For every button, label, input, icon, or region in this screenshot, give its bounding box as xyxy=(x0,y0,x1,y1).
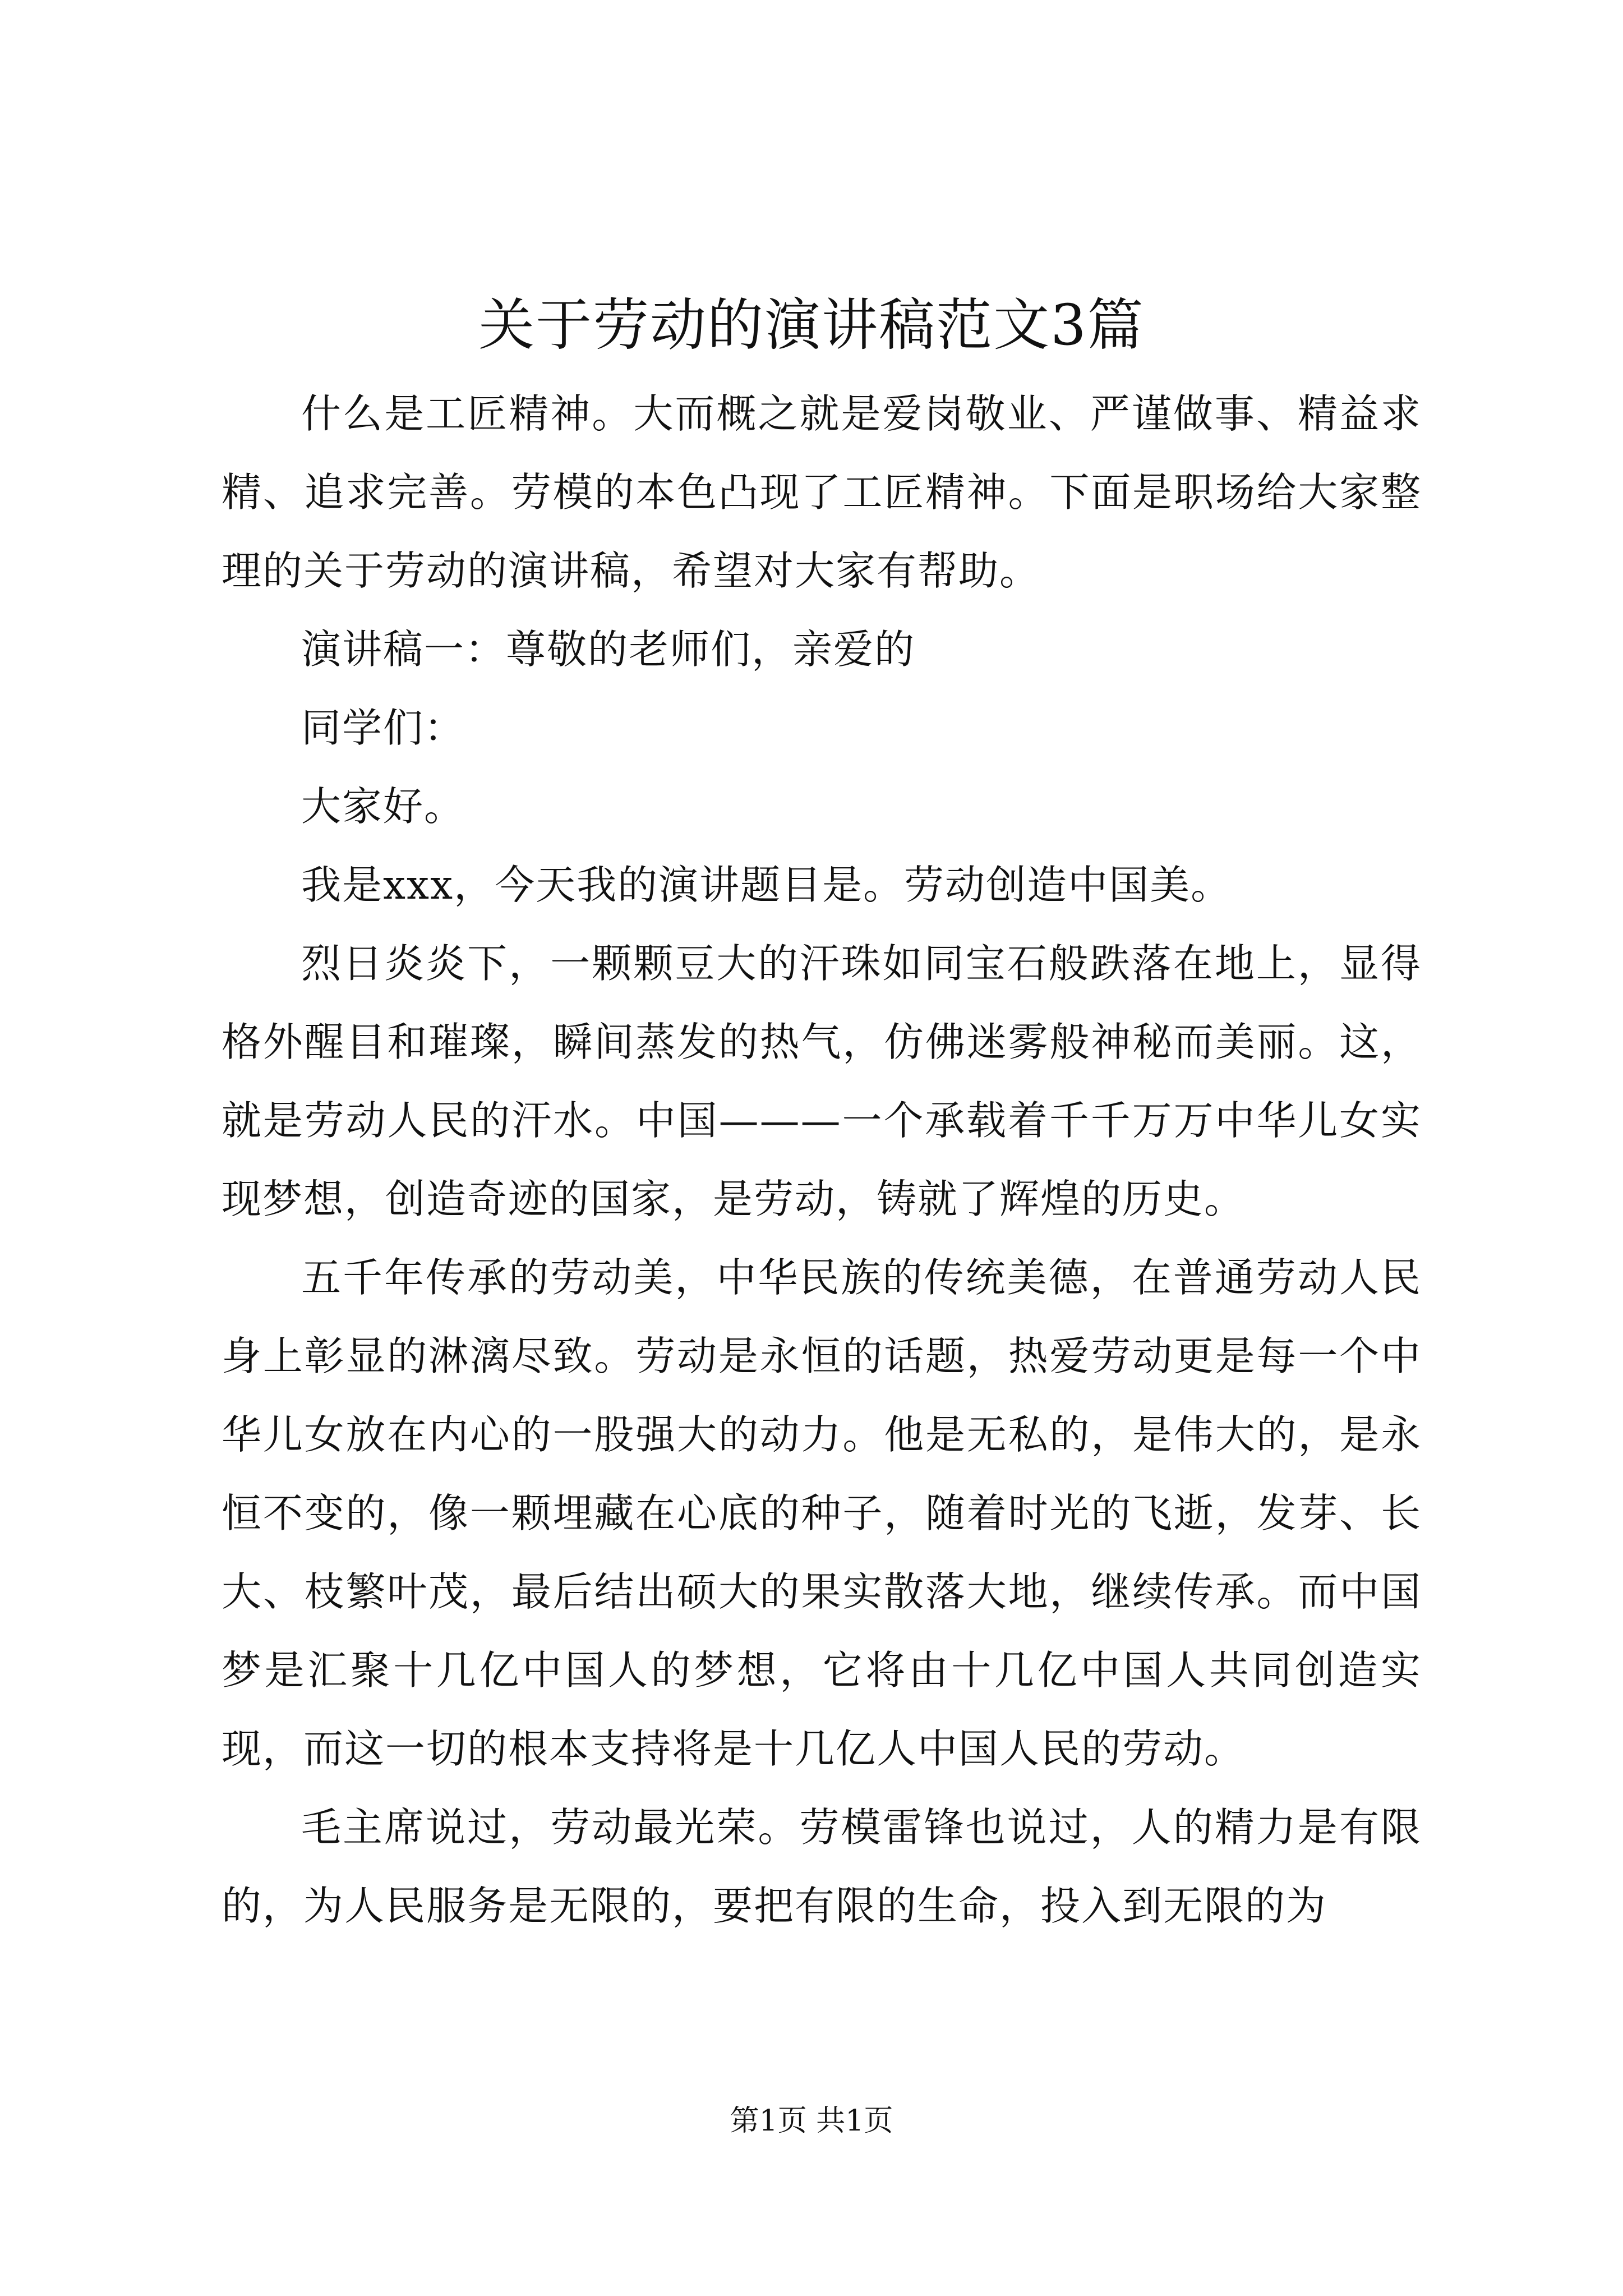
paragraph-body: 毛主席说过，劳动最光荣。劳模雷锋也说过，人的精力是有限的，为人民服务是无限的，要把有限的生命，投入到无限的为 xyxy=(222,1804,1422,1929)
document-body xyxy=(222,375,1422,1945)
paragraph-greeting: 大家好。 xyxy=(301,783,465,830)
page-footer: 第1页 共1页 xyxy=(730,2104,893,2138)
paragraph-body: 烈日炎炎下，一颗颗豆大的汗珠如同宝石般跌落在地上，显得格外醒目和璀璨，瞬间蒸发的热气，仿佛迷雾般神秘而美丽。这，就是劳动人民的汗水。中国———一个承载着千千万万中华儿女实现梦想，创造奇迹的国家，是劳动，铸就了辉煌的历史。 xyxy=(222,940,1422,1222)
paragraph-speech-topic: 我是xxx，今天我的演讲题目是。劳动创造中国美。 xyxy=(301,862,1232,908)
paragraph-salutation: 同学们： xyxy=(301,705,465,751)
document-title: 关于劳动的演讲稿范文3篇 xyxy=(478,292,1145,358)
paragraph-body: 五千年传承的劳动美，中华民族的传统美德，在普通劳动人民身上彰显的淋漓尽致。劳动是永恒的话题，热爱劳动更是每一个中华儿女放在内心的一股强大的动力。他是无私的，是伟大的，是永恒不变的，像一颗埋藏在心底的种子，随着时光的飞逝，发芽、长大、枝繁叶茂，最后结出硕大的果实散落大地，继续传承。而中国梦是汇聚十几亿中国人的梦想，它将由十几亿中国人共同创造实现，而这一切的根本支持将是十几亿人中国人民的劳动。 xyxy=(222,1254,1422,1772)
paragraph-intro: 什么是工匠精神。大而概之就是爱岗敬业、严谨做事、精益求精、追求完善。劳模的本色凸现了工匠精神。下面是职场给大家整理的关于劳动的演讲稿，希望对大家有帮助。 xyxy=(222,390,1422,594)
paragraph-speech-one-heading: 演讲稿一：尊敬的老师们，亲爱的 xyxy=(301,626,916,673)
